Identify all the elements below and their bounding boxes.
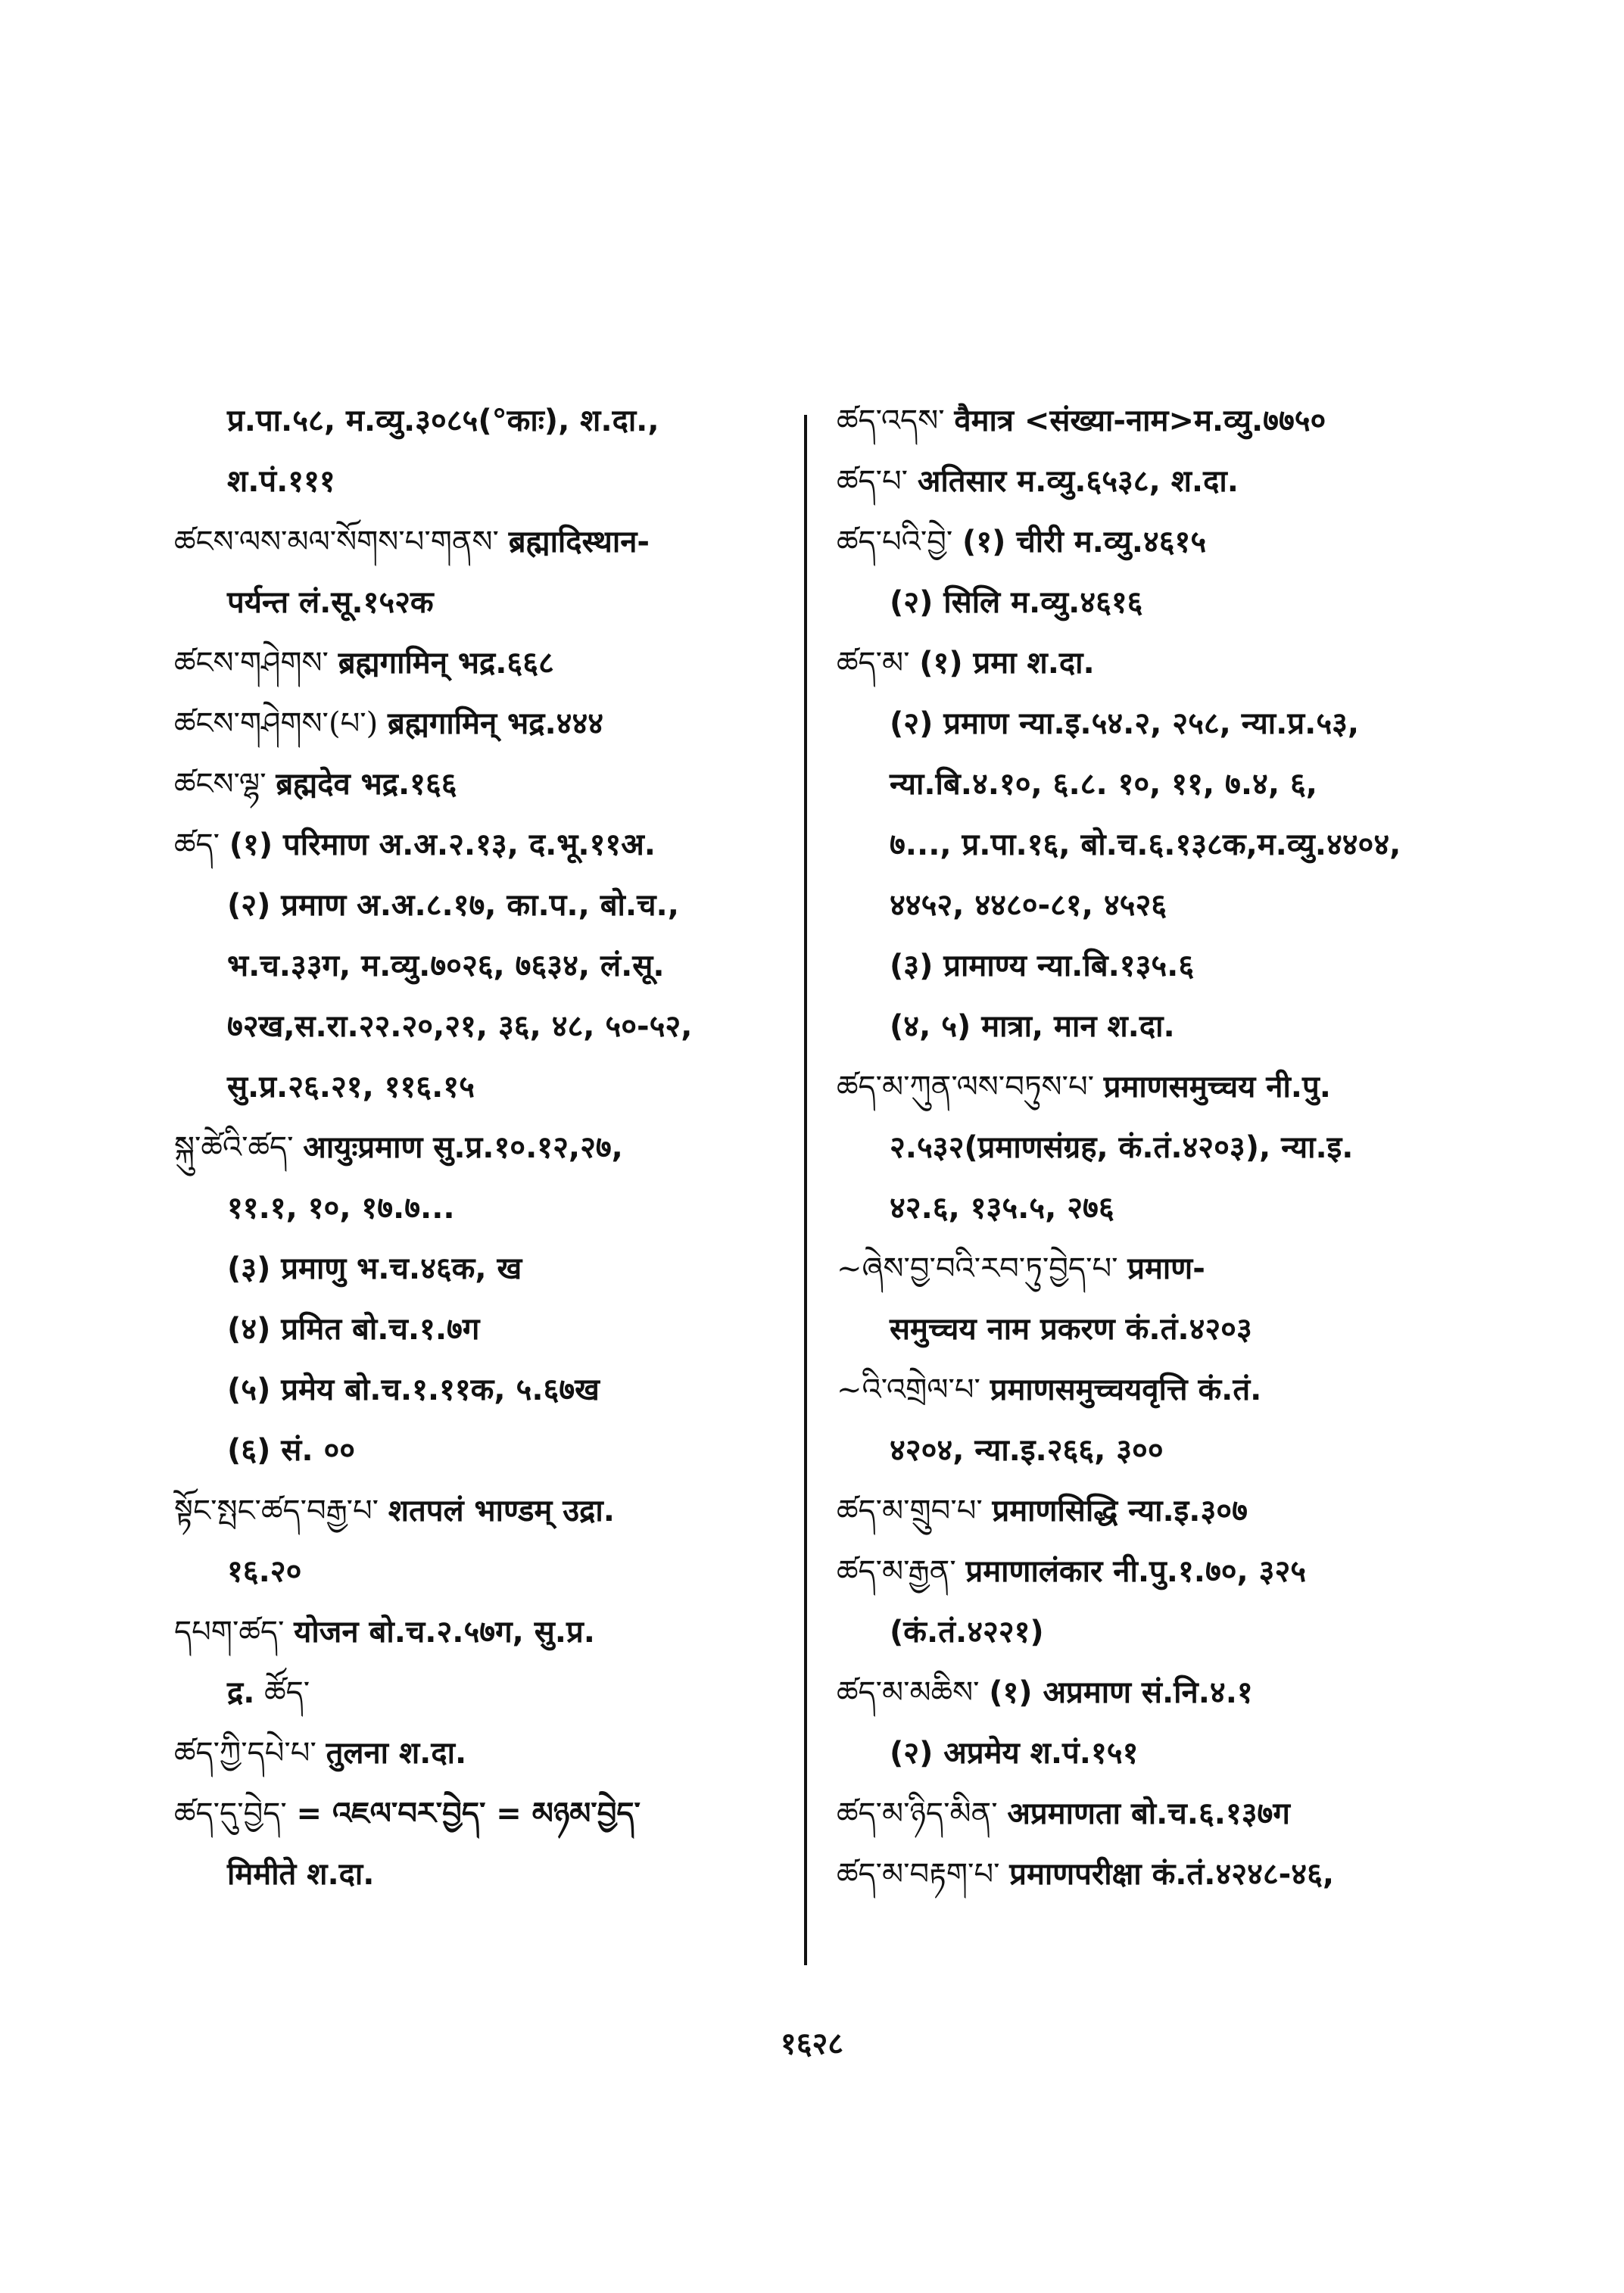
tibetan-headword: ཚད་མ་གྲུབ་པ་ — [837, 1494, 983, 1528]
tibetan-headword: ཚངས་གཤེགས་(པ་) — [174, 706, 379, 741]
sanskrit-gloss: (३) प्रामाण्य न्या.बि.१३५.६ — [890, 949, 1195, 983]
sanskrit-gloss: १६.२० — [227, 1554, 302, 1589]
sanskrit-gloss: आयुःप्रमाण सु.प्र.१०.१२,२७, — [303, 1130, 623, 1165]
dictionary-line — [174, 1491, 615, 1531]
dictionary-line — [174, 1794, 641, 1833]
dictionary-line — [837, 1491, 1248, 1531]
dictionary-line — [890, 1128, 1354, 1167]
dictionary-line — [890, 1431, 1164, 1470]
dictionary-line — [837, 1794, 1290, 1833]
sanskrit-gloss: योजन बो.च.२.५७ग, सु.प्र. — [294, 1615, 595, 1650]
sanskrit-gloss: ४२.६, १३५.५, २७६ — [890, 1191, 1114, 1226]
sanskrit-gloss: समुच्चय नाम प्रकरण कं.तं.४२०३ — [890, 1312, 1252, 1347]
sanskrit-gloss: प्रमाणसमुच्चय नी.पु. — [1103, 1070, 1331, 1104]
sanskrit-gloss: शतपलं भाण्डम् उद्रा. — [388, 1494, 615, 1528]
tibetan-headword: ཚད་པ་ — [837, 464, 909, 499]
dictionary-line — [227, 1552, 301, 1591]
tibetan-headword: ཚད་དུ་བྱེད་ — [174, 1796, 287, 1831]
dictionary-line — [890, 946, 1194, 986]
sanskrit-gloss: = འཇལ་བར་བྱེད་ = མཉམ་བྱེད་ — [296, 1796, 641, 1831]
tibetan-headword: ཚངས་གཤེགས་ — [174, 646, 329, 681]
dictionary-line — [890, 583, 1143, 622]
sanskrit-gloss: ब्रह्मदेव भद्र.१६६ — [276, 767, 457, 802]
sanskrit-gloss: ब्रह्मगामिन् भद्र.४४४ — [387, 706, 604, 741]
sanskrit-gloss: प्र.पा.५८, म.व्यु.३०८५(°काः), श.दा., — [227, 403, 659, 438]
tibetan-headword: ཚད་མ་མཆིས་ — [837, 1675, 980, 1710]
sanskrit-gloss: (४, ५) मात्रा, मान श.दा. — [890, 1009, 1175, 1044]
tibetan-headword: ཚངས་ལྷ་ — [174, 767, 267, 802]
sanskrit-gloss: (५) प्रमेय बो.च.१.११क, ५.६७ख — [227, 1372, 600, 1407]
tibetan-headword: སྐུ་ཚེའི་ཚད་ — [174, 1130, 294, 1165]
dictionary-line — [890, 1007, 1175, 1046]
tibetan-headword: དཔག་ཚད་ — [174, 1615, 285, 1650]
tibetan-headword: ཚད་འདས་ — [837, 403, 945, 438]
tibetan-headword: ཚད་མ་ — [837, 646, 910, 681]
tibetan-headword: ཚད་ཀྱི་དཔེ་པ་ — [174, 1736, 316, 1771]
dictionary-line — [837, 462, 1239, 501]
sanskrit-gloss: (२) प्रमाण अ.अ.८.१७, का.प., बो.च., — [227, 888, 679, 923]
sanskrit-gloss: द्र. — [227, 1675, 255, 1710]
dictionary-line — [174, 1612, 595, 1652]
dictionary-line — [227, 1067, 475, 1107]
dictionary-line — [837, 1855, 1334, 1894]
sanskrit-gloss: (२) अप्रमेय श.पं.१५१ — [890, 1736, 1139, 1771]
dictionary-line — [837, 1673, 1253, 1712]
tibetan-headword: ཚད་མ་ཀུན་ལས་བཏུས་པ་ — [837, 1070, 1094, 1104]
dictionary-line — [227, 401, 659, 441]
sanskrit-gloss: (कं.तं.४२२१) — [890, 1615, 1044, 1650]
dictionary-line — [837, 1249, 1205, 1288]
sanskrit-gloss: वैमात्र <संख्या-नाम>म.व्यु.७७५० — [954, 403, 1326, 438]
sanskrit-gloss: (१) अप्रमाण सं.नि.४.१ — [989, 1675, 1253, 1710]
dictionary-line — [890, 886, 1167, 925]
dictionary-line — [227, 1431, 355, 1470]
sanskrit-gloss: ब्रह्मादिस्थान- — [508, 525, 650, 559]
sanskrit-gloss: प्रमाणालंकार नी.पु.१.७०, ३२५ — [965, 1554, 1307, 1589]
sanskrit-gloss: श.पं.१११ — [227, 464, 335, 499]
tibetan-headword: ཚངས་ལས་མལ་སོགས་པ་གནས་ — [174, 525, 499, 559]
dictionary-line — [227, 1855, 374, 1894]
sanskrit-gloss: (३) प्रमाणु भ.च.४६क, ख — [227, 1251, 522, 1286]
tibetan-cross-reference: ཚོད་ — [264, 1675, 310, 1710]
tibetan-headword: ཚད་ — [174, 827, 220, 862]
dictionary-line — [227, 1189, 455, 1228]
sanskrit-gloss: (१) चीरी म.व्यु.४६१५ — [962, 525, 1207, 559]
dictionary-line — [837, 401, 1326, 441]
dictionary-line — [174, 1128, 623, 1167]
tibetan-headword: ཚད་པའི་བྱེ་ — [837, 525, 953, 559]
sanskrit-gloss: प्रमाणसिद्धि न्या.इ.३०७ — [992, 1494, 1248, 1528]
column-divider — [804, 415, 807, 1965]
sanskrit-gloss: ४२०४, न्या.इ.२६६, ३०० — [890, 1433, 1164, 1468]
sanskrit-gloss: भ.च.३३ग, म.व्यु.७०२६, ७६३४, लं.सू. — [227, 949, 665, 983]
tibetan-headword: ཚད་མ་བརྟག་པ་ — [837, 1857, 1000, 1892]
tibetan-headword: ~འི་འགྲེལ་པ་ — [837, 1372, 980, 1407]
sanskrit-gloss: (२) सिलि म.व्यु.४६१६ — [890, 585, 1143, 620]
dictionary-line — [890, 704, 1359, 743]
tibetan-headword: ཚད་མ་རྒྱན་ — [837, 1554, 956, 1589]
sanskrit-gloss: (१) प्रमा श.दा. — [919, 646, 1095, 681]
dictionary-line — [227, 1249, 522, 1288]
sanskrit-gloss: (१) परिमाण अ.अ.२.१३, द.भू.११अ. — [229, 827, 656, 862]
dictionary-line — [837, 643, 1095, 683]
sanskrit-gloss: सु.प्र.२६.२१, ११६.१५ — [227, 1070, 475, 1104]
dictionary-line — [837, 1067, 1331, 1107]
sanskrit-gloss: ७..., प्र.पा.१६, बो.च.६.१३८क,म.व्यु.४४०४, — [890, 827, 1401, 862]
sanskrit-gloss: पर्यन्त लं.सू.१५२क — [227, 585, 434, 620]
tibetan-headword: སྟོང་སྤང་ཚད་བརྒྱ་པ་ — [174, 1494, 379, 1528]
sanskrit-gloss: २.५३२(प्रमाणसंग्रह, कं.तं.४२०३), न्या.इ. — [890, 1130, 1354, 1165]
dictionary-line — [227, 886, 679, 925]
dictionary-line — [227, 1310, 479, 1349]
dictionary-line — [890, 1612, 1044, 1652]
sanskrit-gloss: ब्रह्मगामिन् भद्र.६६८ — [338, 646, 554, 681]
dictionary-line — [174, 765, 457, 804]
dictionary-line — [174, 522, 650, 562]
tibetan-headword: ཚད་མ་ཉིད་མིན་ — [837, 1796, 998, 1831]
sanskrit-gloss: (६) सं. ०० — [227, 1433, 356, 1468]
dictionary-line — [890, 1189, 1114, 1228]
dictionary-line — [227, 1007, 692, 1046]
sanskrit-gloss: (४) प्रमित बो.च.१.७ग — [227, 1312, 480, 1347]
dictionary-line — [174, 643, 554, 683]
dictionary-line — [227, 1673, 310, 1712]
dictionary-line — [890, 765, 1317, 804]
sanskrit-gloss: मिमीते श.दा. — [227, 1857, 375, 1892]
sanskrit-gloss: तुलना श.दा. — [326, 1736, 467, 1771]
dictionary-line — [174, 825, 656, 865]
sanskrit-gloss: प्रमाणपरीक्षा कं.तं.४२४८-४६, — [1009, 1857, 1335, 1892]
sanskrit-gloss: ११.१, १०, १७.७... — [227, 1191, 455, 1226]
sanskrit-gloss: (२) प्रमाण न्या.इ.५४.२, २५८, न्या.प्र.५३, — [890, 706, 1360, 741]
tibetan-headword: ~ཞེས་བྱ་བའི་རབ་ཏུ་བྱེད་པ་ — [837, 1251, 1118, 1286]
dictionary-line — [890, 1310, 1252, 1349]
dictionary-line — [890, 1734, 1138, 1773]
sanskrit-gloss: अतिसार म.व्यु.६५३८, श.दा. — [917, 464, 1239, 499]
page-number: १६२८ — [780, 2027, 844, 2061]
sanskrit-gloss: अप्रमाणता बो.च.६.१३७ग — [1007, 1796, 1290, 1831]
dictionary-line — [837, 1370, 1261, 1410]
sanskrit-gloss: न्या.बि.४.१०, ६.८. १०, ११, ७.४, ६, — [890, 767, 1317, 802]
dictionary-line — [837, 522, 1206, 562]
dictionary-line — [227, 946, 665, 986]
sanskrit-gloss: प्रमाण- — [1127, 1251, 1205, 1286]
dictionary-line — [227, 1370, 600, 1410]
sanskrit-gloss: ४४५२, ४४८०-८१, ४५२६ — [890, 888, 1167, 923]
sanskrit-gloss: प्रमाणसमुच्चयवृत्ति कं.तं. — [990, 1372, 1262, 1407]
dictionary-line — [174, 704, 603, 743]
dictionary-line — [174, 1734, 466, 1773]
sanskrit-gloss: ७२ख,स.रा.२२.२०,२१, ३६, ४८, ५०-५२, — [227, 1009, 693, 1044]
dictionary-line — [890, 825, 1401, 865]
dictionary-line — [837, 1552, 1306, 1591]
dictionary-line — [227, 462, 335, 501]
dictionary-line — [227, 583, 434, 622]
